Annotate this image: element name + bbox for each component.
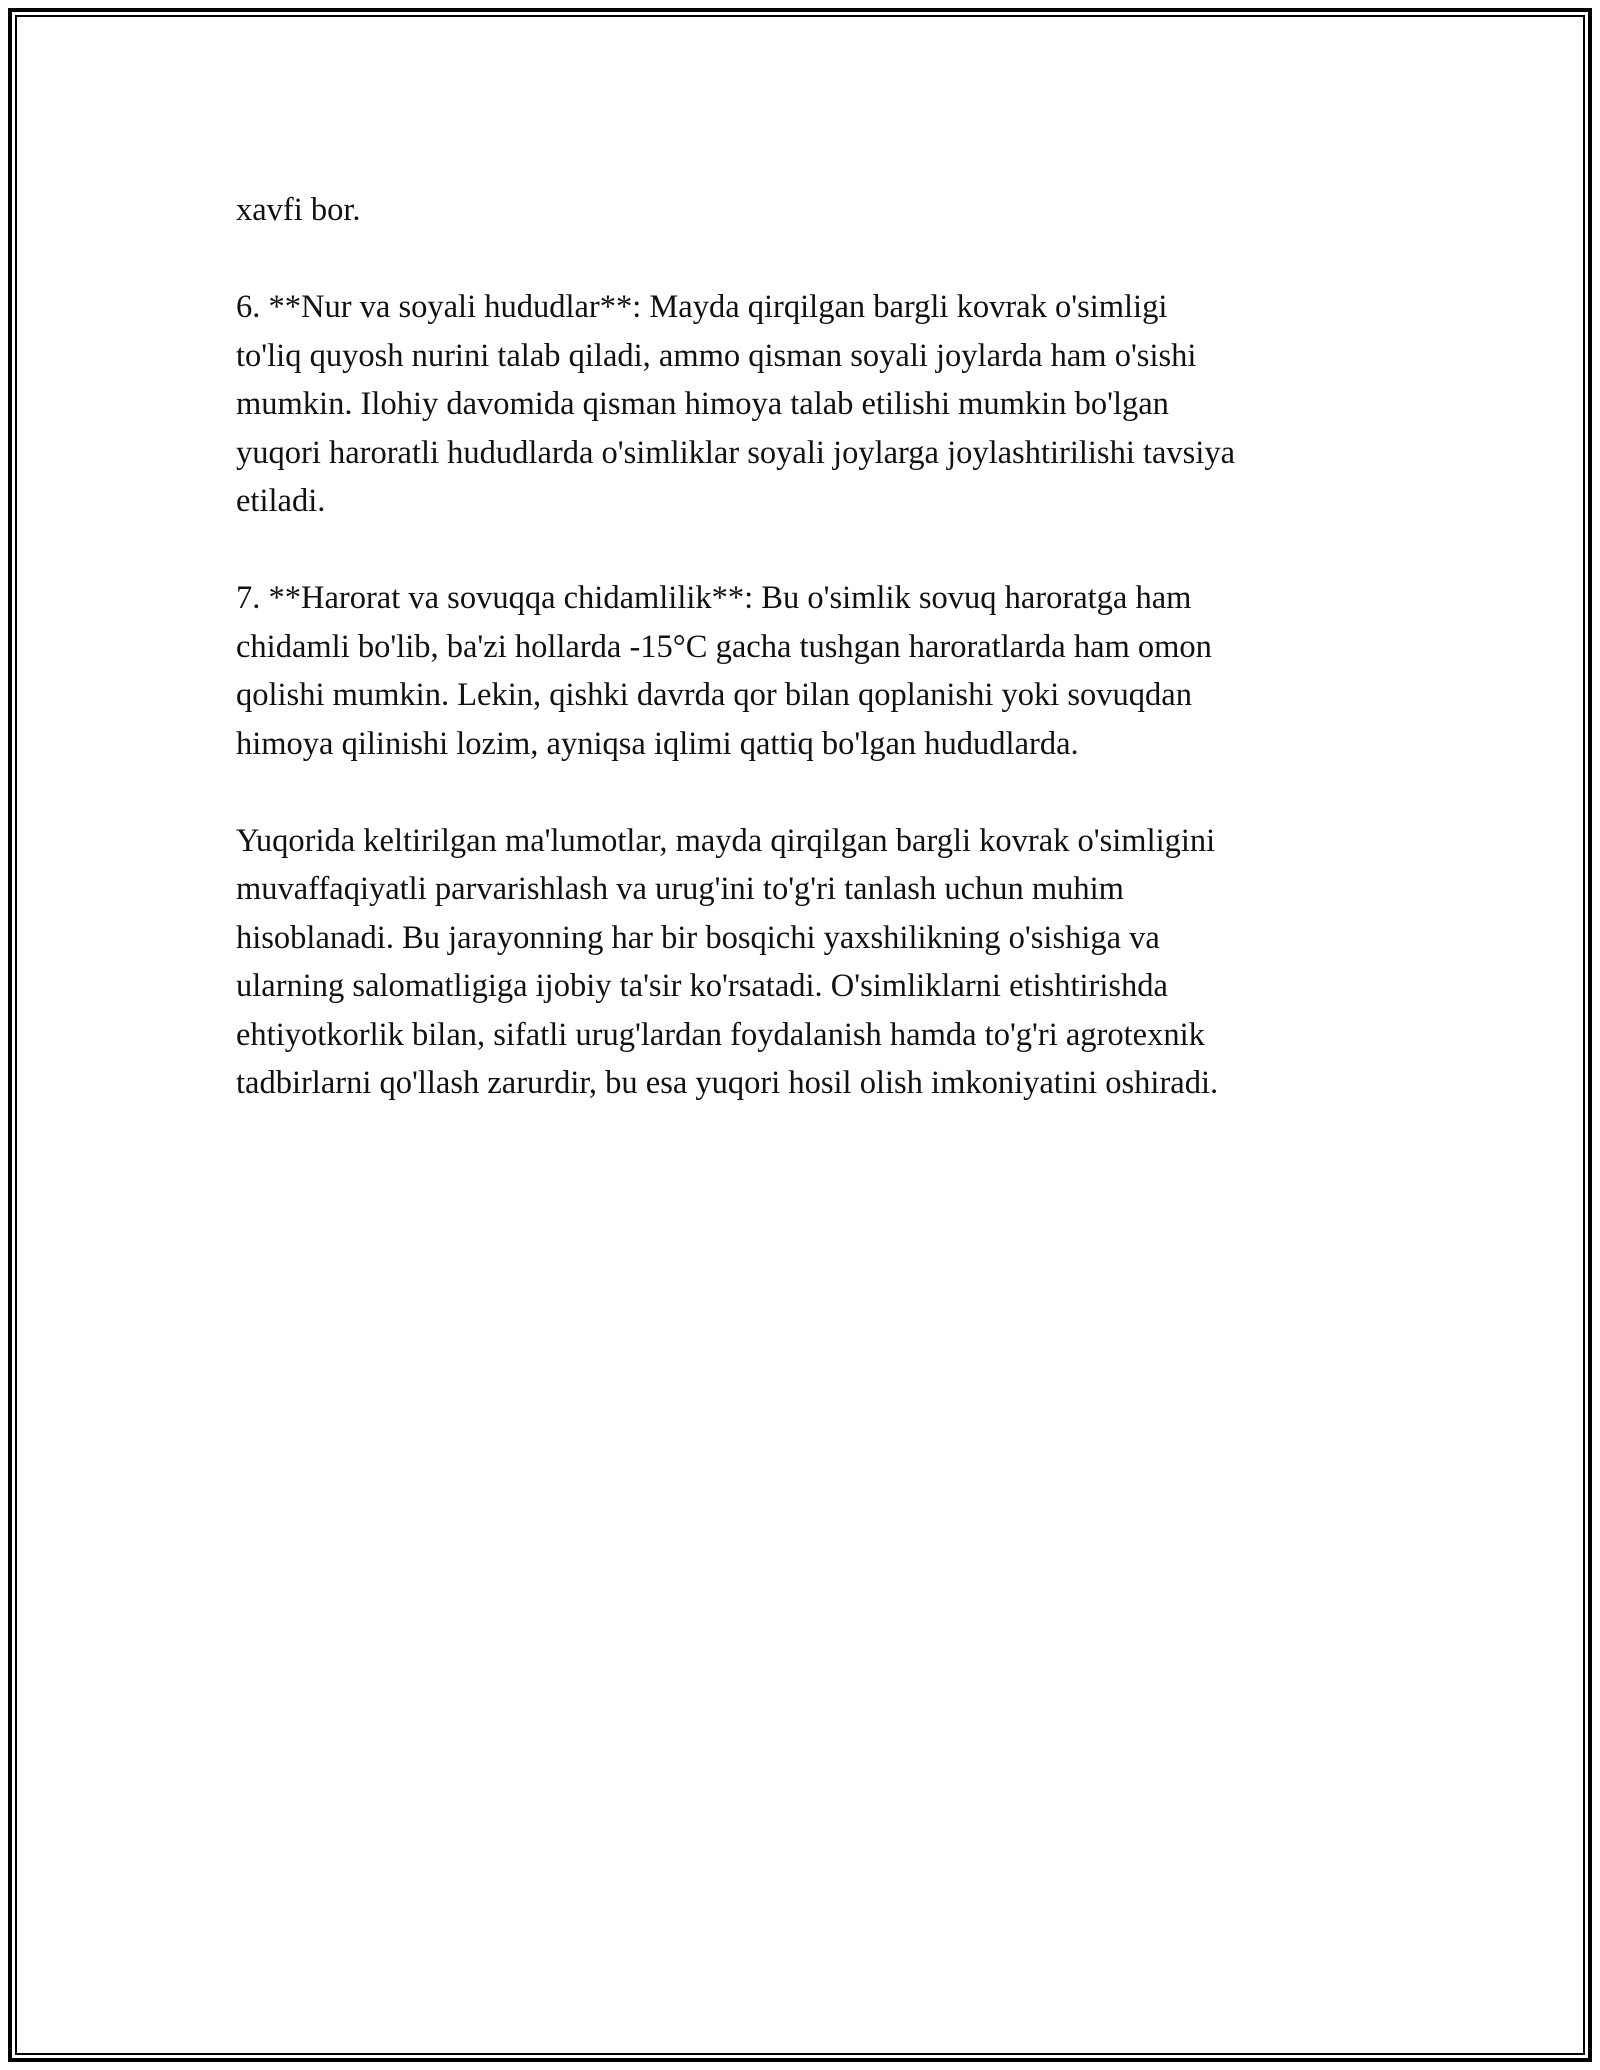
paragraph-continuation [236, 186, 1386, 235]
text-line: qolishi mumkin. Lekin, qishki davrda qor bilan qoplanishi yoki sovuqdan [236, 677, 1192, 713]
text-line: xavfi bor. [236, 192, 361, 228]
document-body [236, 186, 1386, 1156]
text-line: ularning salomatligiga ijobiy ta'sir ko'rsatadi. O'simliklarni etishtirishda [236, 968, 1168, 1004]
paragraph-temperature-hardiness [236, 574, 1386, 768]
text-line: 7. **Harorat va sovuqqa chidamlilik**: Bu o'simlik sovuq haroratga ham [236, 580, 1192, 616]
text-line: hisoblanadi. Bu jarayonning har bir bosqichi yaxshilikning o'sishiga va [236, 919, 1160, 956]
text-line: muvaffaqiyatli parvarishlash va urug'ini to'g'ri tanlash uchun muhim [236, 871, 1124, 907]
text-line: himoya qilinishi lozim, ayniqsa iqlimi qattiq bo'lgan hududlarda. [236, 725, 1079, 762]
text-line: to'liq quyosh nurini talab qiladi, ammo qisman soyali joylarda ham o'sishi [236, 337, 1197, 374]
text-line: ehtiyotkorlik bilan, sifatli urug'lardan foydalanish hamda to'g'ri agrotexnik [236, 1016, 1205, 1053]
text-line: tadbirlarni qo'llash zarurdir, bu esa yuqori hosil olish imkoniyatini oshiradi. [236, 1065, 1219, 1101]
text-line: yuqori haroratli hududlarda o'simliklar soyali joylarga joylashtirilishi tavsiya [236, 434, 1236, 471]
paragraph-conclusion [236, 817, 1386, 1108]
text-line: mumkin. Ilohiy davomida qisman himoya talab etilishi mumkin bo'lgan [236, 386, 1169, 422]
text-line: 6. **Nur va soyali hududlar**: Mayda qirqilgan bargli kovrak o'simligi [236, 289, 1168, 325]
paragraph-light-and-shade [236, 283, 1386, 526]
text-line: Yuqorida keltirilgan ma'lumotlar, mayda qirqilgan bargli kovrak o'simligini [236, 822, 1216, 859]
text-line: etiladi. [236, 483, 326, 519]
text-line: chidamli bo'lib, ba'zi hollarda -15°C gacha tushgan haroratlarda ham omon [236, 628, 1212, 665]
